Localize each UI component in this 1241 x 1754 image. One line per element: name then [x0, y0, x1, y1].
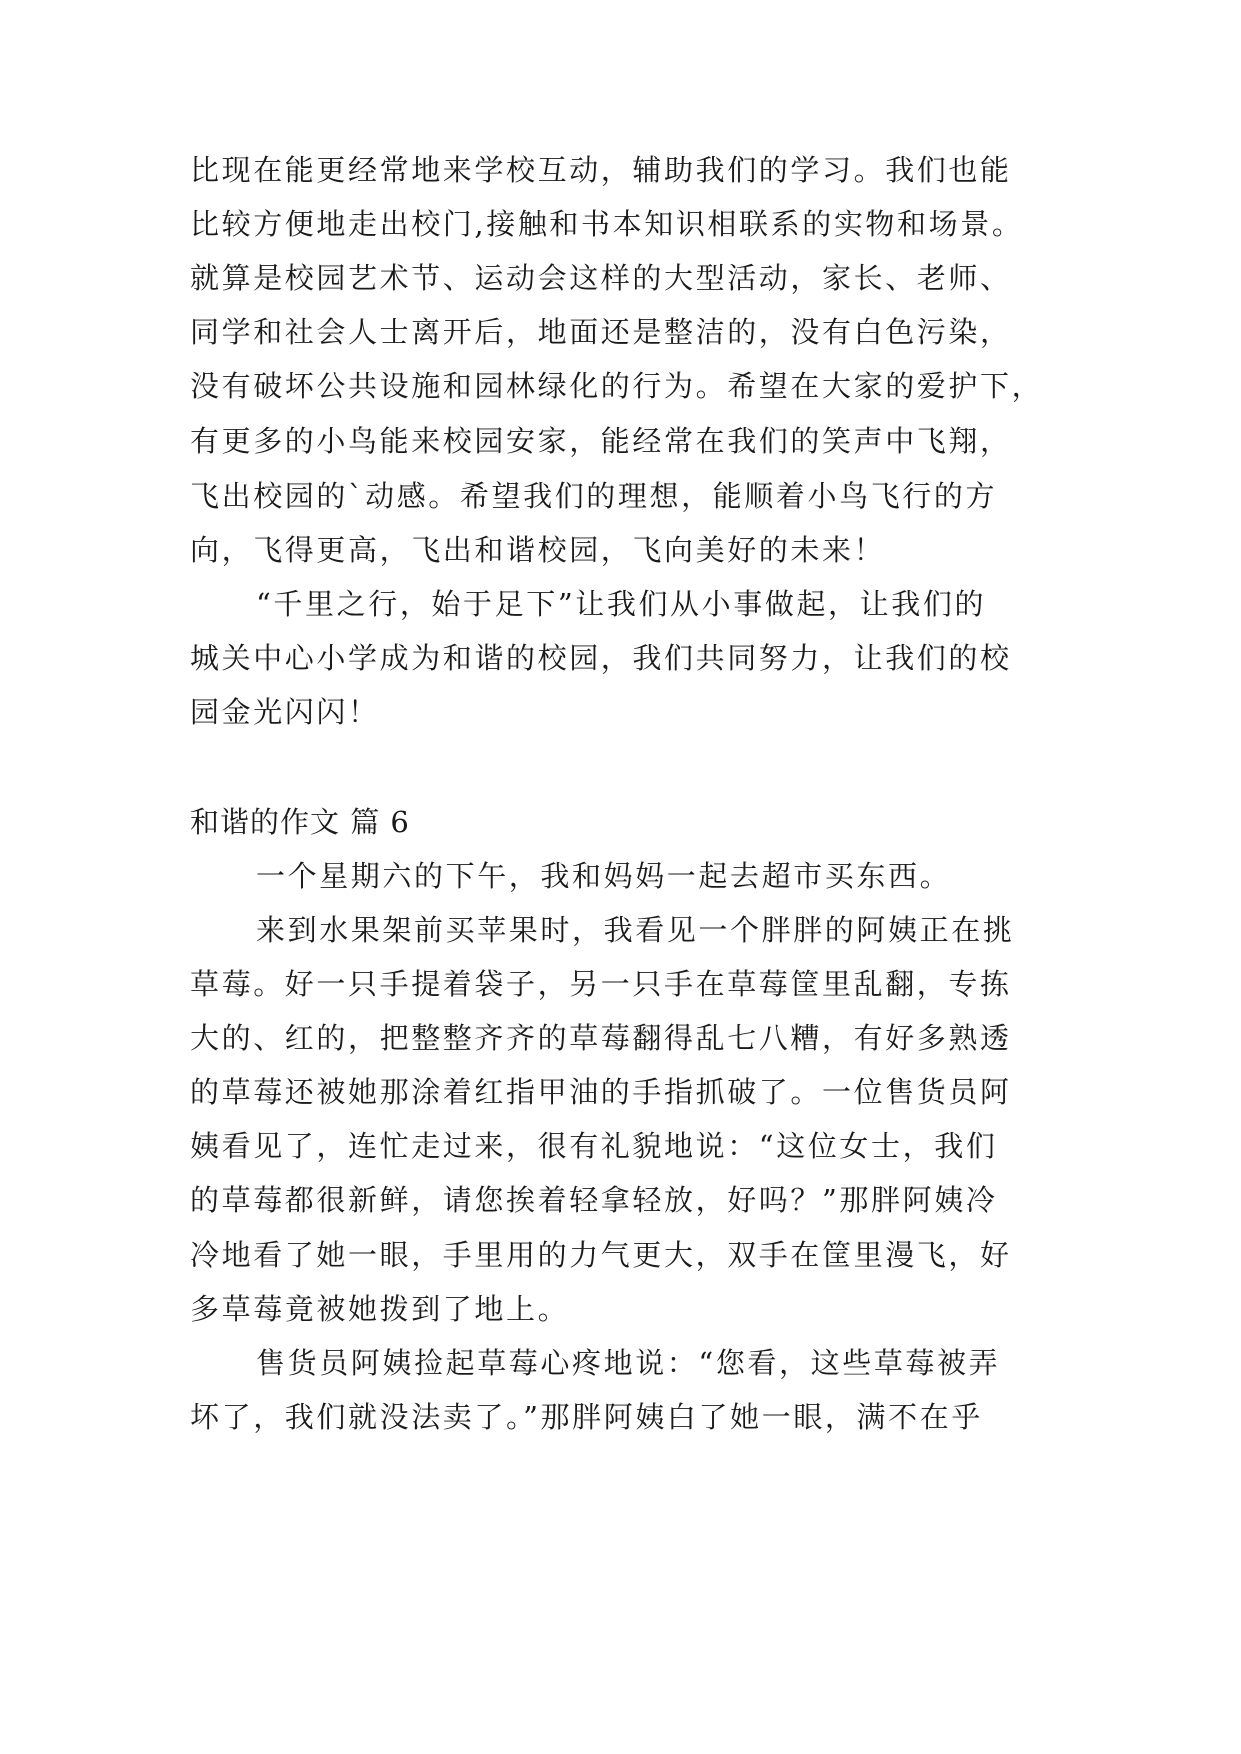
text-line: 一个星期六的下午，我和妈妈一起去超市买东西。	[256, 859, 952, 893]
text-line: 园金光闪闪！	[190, 695, 380, 729]
text-line: 的草莓都很新鲜，请您挨着轻拿轻放，好吗？”那胖阿姨冷	[190, 1183, 998, 1217]
text-line: 就算是校园艺术节、运动会这样的大型活动，家长、老师、	[190, 261, 1012, 295]
text-line: 售货员阿姨捡起草莓心疼地说：“您看，这些草莓被弄	[256, 1346, 1001, 1380]
text-line: 的草莓还被她那涂着红指甲油的手指抓破了。一位售货员阿	[190, 1075, 1012, 1109]
text-line: 同学和社会人士离开后，地面还是整洁的，没有白色污染，	[190, 315, 1012, 349]
text-line: 来到水果架前买苹果时，我看见一个胖胖的阿姨正在挑	[256, 913, 1015, 947]
text-line: “千里之行，始于足下”让我们从小事做起，让我们的	[256, 587, 987, 621]
text-line: 多草莓竟被她拨到了地上。	[190, 1292, 570, 1326]
text-line: 姨看见了，连忙走过来，很有礼貌地说：“这位女士，我们	[190, 1129, 998, 1163]
text-line: 向，飞得更高，飞出和谐校园，飞向美好的未来！	[190, 533, 886, 567]
text-line: 比现在能更经常地来学校互动，辅助我们的学习。我们也能	[190, 153, 1012, 187]
text-line: 比较方便地走出校门,接触和书本知识相联系的实物和场景。	[190, 207, 1024, 241]
text-line: 坏了，我们就没法卖了。”那胖阿姨白了她一眼，满不在乎	[190, 1400, 983, 1434]
text-line: 大的、红的，把整整齐齐的草莓翻得乱七八糟，有好多熟透	[190, 1021, 1012, 1055]
text-line: 飞出校园的`动感。希望我们的理想，能顺着小鸟飞行的方	[190, 479, 998, 513]
text-line: 有更多的小鸟能来校园安家，能经常在我们的笑声中飞翔，	[190, 424, 1012, 458]
text-line: 冷地看了她一眼，手里用的力气更大，双手在筐里漫飞，好	[190, 1238, 1012, 1272]
text-line: 没有破坏公共设施和园林绿化的行为。希望在大家的爱护下，	[190, 369, 1044, 403]
text-line: 草莓。好一只手提着袋子，另一只手在草莓筐里乱翻，专拣	[190, 967, 1012, 1001]
text-line: 城关中心小学成为和谐的校园，我们共同努力，让我们的校	[190, 641, 1012, 675]
section-heading: 和谐的作文 篇 6	[190, 805, 410, 839]
